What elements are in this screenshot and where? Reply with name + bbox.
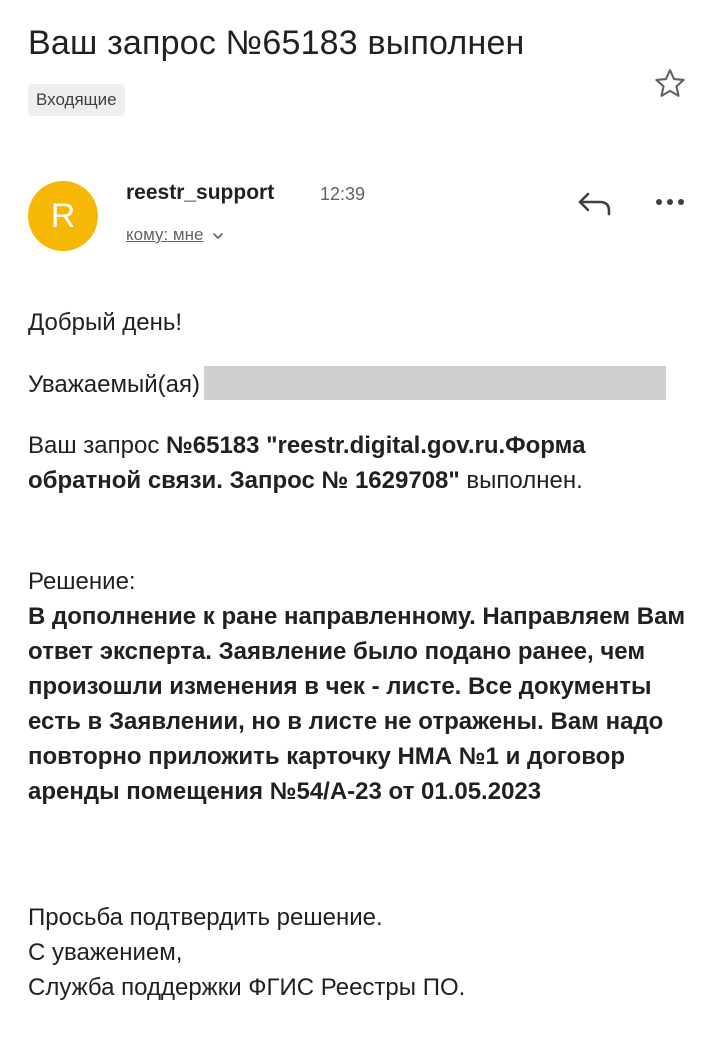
- greeting-text: Добрый день!: [28, 309, 183, 336]
- redacted-name-block: [204, 366, 666, 400]
- salutation-line: [28, 368, 698, 402]
- sent-time: 12:39: [320, 184, 366, 204]
- decision-heading: Решение:: [28, 568, 136, 595]
- closing-line-1: Просьба подтвердить решение.: [28, 904, 383, 931]
- request-paragraph: [28, 428, 698, 498]
- request-prefix: Ваш запрос: [28, 432, 166, 459]
- recipients-toggle[interactable]: [126, 222, 224, 248]
- decision-text: В дополнение к ране направленному. Направляем Вам ответ эксперта. Заявление было подано ранее, чем произошли изменения в чек - листе. Все документы есть в Заявлении, но в листе не отражены. Вам надо повторно приложить карточку НМА №1 и договор аренды помещения №54/А-23 от 01.05.2023: [28, 603, 686, 805]
- chevron-down-icon: [212, 231, 224, 241]
- closing-line-2: С уважением,: [28, 939, 183, 966]
- closing-paragraph: [28, 900, 698, 1005]
- recipients-label: кому: мне: [126, 225, 204, 244]
- closing-line-3: Служба поддержки ФГИС Реестры ПО.: [28, 974, 466, 1001]
- decision-paragraph: [28, 564, 698, 809]
- salutation-prefix: Уважаемый(ая): [28, 371, 200, 398]
- inbox-label-chip[interactable]: Входящие: [28, 84, 125, 116]
- more-horizontal-icon[interactable]: [652, 190, 688, 214]
- reply-icon[interactable]: [576, 186, 614, 220]
- request-suffix: выполнен.: [459, 467, 583, 494]
- request-number: №65183 "reestr.digital.gov.ru.Форма обратной связи. Запрос № 1629708": [28, 432, 586, 494]
- star-outline-icon[interactable]: [652, 66, 688, 102]
- sender-name: reestr_support: [126, 181, 275, 204]
- email-subject: Ваш запрос №65183 выполнен: [28, 24, 525, 62]
- sender-avatar[interactable]: R: [28, 181, 98, 251]
